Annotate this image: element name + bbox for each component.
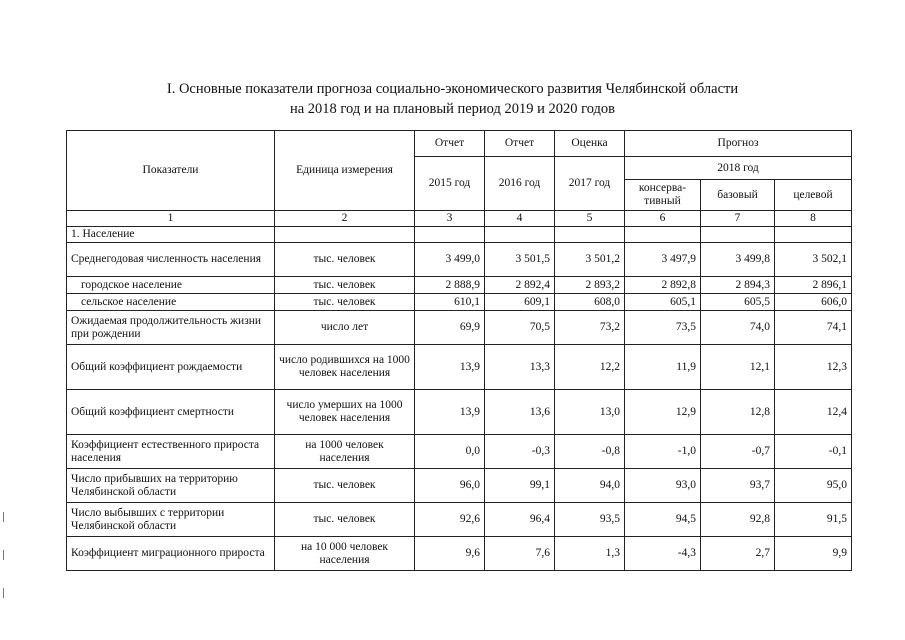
value-cell: 13,9 bbox=[415, 390, 485, 435]
value-cell: 605,5 bbox=[701, 294, 775, 311]
indicator-name: Число прибывших на территорию Челябинской области bbox=[67, 469, 275, 503]
value-cell: 2 896,1 bbox=[775, 277, 852, 294]
col-number: 8 bbox=[775, 211, 852, 227]
table-row bbox=[67, 390, 852, 435]
value-cell: 94,5 bbox=[625, 503, 701, 537]
unit-cell: тыс. человек bbox=[275, 243, 415, 277]
value-cell: 606,0 bbox=[775, 294, 852, 311]
unit-cell: тыс. человек bbox=[275, 503, 415, 537]
value-cell: 610,1 bbox=[415, 294, 485, 311]
header-forecast: Прогноз bbox=[625, 131, 852, 157]
page-title bbox=[0, 79, 905, 119]
scan-mark bbox=[3, 550, 4, 560]
value-cell: 92,8 bbox=[701, 503, 775, 537]
value-cell: -0,8 bbox=[555, 435, 625, 469]
value-cell: -4,3 bbox=[625, 537, 701, 571]
indicator-name: сельское население bbox=[67, 294, 275, 311]
value-cell: -1,0 bbox=[625, 435, 701, 469]
header-conservative: консерва-тивный bbox=[625, 180, 701, 211]
value-cell: 13,6 bbox=[485, 390, 555, 435]
empty-cell bbox=[775, 227, 852, 243]
col-number: 7 bbox=[701, 211, 775, 227]
value-cell: 93,7 bbox=[701, 469, 775, 503]
unit-cell: тыс. человек bbox=[275, 294, 415, 311]
value-cell: 0,0 bbox=[415, 435, 485, 469]
header-report-2015: Отчет bbox=[415, 131, 485, 157]
empty-cell bbox=[701, 227, 775, 243]
indicator-name: Общий коэффициент рождаемости bbox=[67, 345, 275, 390]
value-cell: 73,2 bbox=[555, 311, 625, 345]
value-cell: 96,0 bbox=[415, 469, 485, 503]
header-year-2017: 2017 год bbox=[555, 157, 625, 211]
value-cell: 99,1 bbox=[485, 469, 555, 503]
header-indicators: Показатели bbox=[67, 131, 275, 211]
header-base: базовый bbox=[701, 180, 775, 211]
table-row bbox=[67, 503, 852, 537]
title-line-2: на 2018 год и на плановый период 2019 и 2020 годов bbox=[289, 101, 616, 117]
header-report-2016: Отчет bbox=[485, 131, 555, 157]
value-cell: 12,8 bbox=[701, 390, 775, 435]
indicator-name: Число выбывших с территории Челябинской области bbox=[67, 503, 275, 537]
value-cell: 3 501,2 bbox=[555, 243, 625, 277]
indicator-name: Коэффициент естественного прироста населения bbox=[67, 435, 275, 469]
value-cell: 2 892,4 bbox=[485, 277, 555, 294]
value-cell: 93,5 bbox=[555, 503, 625, 537]
value-cell: 93,0 bbox=[625, 469, 701, 503]
value-cell: 94,0 bbox=[555, 469, 625, 503]
value-cell: 1,3 bbox=[555, 537, 625, 571]
table-row bbox=[67, 243, 852, 277]
title-line-1: I. Основные показатели прогноза социально-экономического развития Челябинской области bbox=[166, 81, 739, 97]
unit-cell: число умерших на 1000 человек населения bbox=[275, 390, 415, 435]
table-row bbox=[67, 345, 852, 390]
value-cell: 74,0 bbox=[701, 311, 775, 345]
unit-cell: число лет bbox=[275, 311, 415, 345]
indicator-name: Общий коэффициент смертности bbox=[67, 390, 275, 435]
value-cell: -0,3 bbox=[485, 435, 555, 469]
column-numbers-row bbox=[67, 211, 852, 227]
header-unit: Единица измерения bbox=[275, 131, 415, 211]
table-row bbox=[67, 277, 852, 294]
unit-cell: тыс. человек bbox=[275, 277, 415, 294]
value-cell: 2 894,3 bbox=[701, 277, 775, 294]
table-row bbox=[67, 294, 852, 311]
col-number: 4 bbox=[485, 211, 555, 227]
value-cell: 608,0 bbox=[555, 294, 625, 311]
value-cell: 95,0 bbox=[775, 469, 852, 503]
value-cell: 12,9 bbox=[625, 390, 701, 435]
empty-cell bbox=[625, 227, 701, 243]
value-cell: 609,1 bbox=[485, 294, 555, 311]
value-cell: 2,7 bbox=[701, 537, 775, 571]
unit-cell: на 10 000 человек населения bbox=[275, 537, 415, 571]
indicator-name: городское население bbox=[67, 277, 275, 294]
col-number: 5 bbox=[555, 211, 625, 227]
header-target: целевой bbox=[775, 180, 852, 211]
section-title: 1. Население bbox=[67, 227, 275, 243]
value-cell: 605,1 bbox=[625, 294, 701, 311]
section-row bbox=[67, 227, 852, 243]
value-cell: 3 497,9 bbox=[625, 243, 701, 277]
value-cell: 2 892,8 bbox=[625, 277, 701, 294]
empty-cell bbox=[485, 227, 555, 243]
value-cell: 12,1 bbox=[701, 345, 775, 390]
unit-cell: число родившихся на 1000 человек населения bbox=[275, 345, 415, 390]
value-cell: 3 501,5 bbox=[485, 243, 555, 277]
scan-mark bbox=[3, 512, 4, 522]
empty-cell bbox=[275, 227, 415, 243]
value-cell: -0,7 bbox=[701, 435, 775, 469]
indicator-name: Ожидаемая продолжительность жизни при рождении bbox=[67, 311, 275, 345]
header-year-2015: 2015 год bbox=[415, 157, 485, 211]
value-cell: 13,9 bbox=[415, 345, 485, 390]
value-cell: 70,5 bbox=[485, 311, 555, 345]
value-cell: 12,2 bbox=[555, 345, 625, 390]
value-cell: 11,9 bbox=[625, 345, 701, 390]
value-cell: 3 499,8 bbox=[701, 243, 775, 277]
table-row bbox=[67, 537, 852, 571]
empty-cell bbox=[555, 227, 625, 243]
value-cell: 13,3 bbox=[485, 345, 555, 390]
forecast-table bbox=[66, 130, 852, 571]
unit-cell: тыс. человек bbox=[275, 469, 415, 503]
table-row bbox=[67, 311, 852, 345]
indicator-name: Среднегодовая численность населения bbox=[67, 243, 275, 277]
value-cell: 96,4 bbox=[485, 503, 555, 537]
value-cell: 73,5 bbox=[625, 311, 701, 345]
value-cell: 74,1 bbox=[775, 311, 852, 345]
header-year-2016: 2016 год bbox=[485, 157, 555, 211]
value-cell: 9,9 bbox=[775, 537, 852, 571]
value-cell: -0,1 bbox=[775, 435, 852, 469]
value-cell: 3 502,1 bbox=[775, 243, 852, 277]
value-cell: 2 893,2 bbox=[555, 277, 625, 294]
value-cell: 69,9 bbox=[415, 311, 485, 345]
value-cell: 12,3 bbox=[775, 345, 852, 390]
value-cell: 2 888,9 bbox=[415, 277, 485, 294]
header-year-2018: 2018 год bbox=[625, 157, 852, 180]
col-number: 3 bbox=[415, 211, 485, 227]
col-number: 1 bbox=[67, 211, 275, 227]
empty-cell bbox=[415, 227, 485, 243]
value-cell: 3 499,0 bbox=[415, 243, 485, 277]
unit-cell: на 1000 человек населения bbox=[275, 435, 415, 469]
table-row bbox=[67, 435, 852, 469]
col-number: 2 bbox=[275, 211, 415, 227]
col-number: 6 bbox=[625, 211, 701, 227]
scan-mark bbox=[3, 588, 4, 598]
value-cell: 9,6 bbox=[415, 537, 485, 571]
value-cell: 12,4 bbox=[775, 390, 852, 435]
value-cell: 7,6 bbox=[485, 537, 555, 571]
value-cell: 92,6 bbox=[415, 503, 485, 537]
table-row bbox=[67, 469, 852, 503]
value-cell: 91,5 bbox=[775, 503, 852, 537]
value-cell: 13,0 bbox=[555, 390, 625, 435]
indicator-name: Коэффициент миграционного прироста bbox=[67, 537, 275, 571]
header-estimate: Оценка bbox=[555, 131, 625, 157]
